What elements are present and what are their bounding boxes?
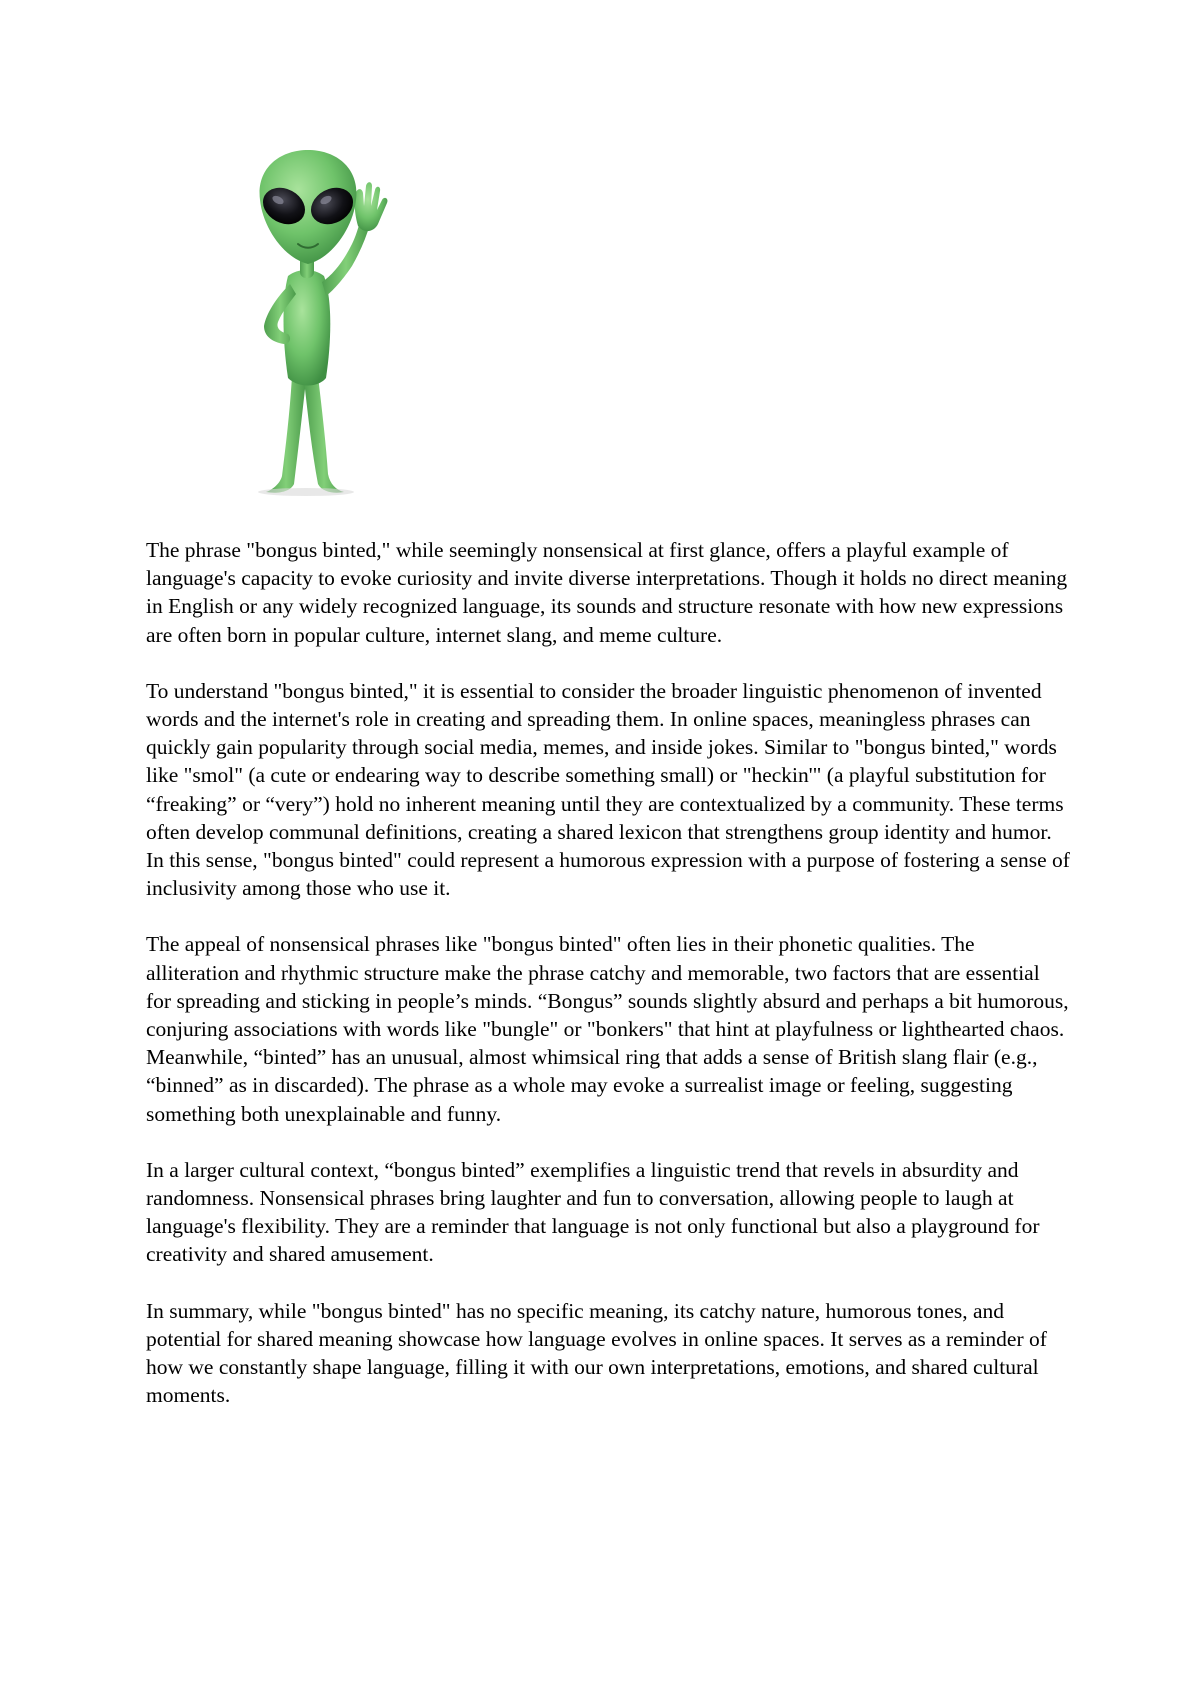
- paragraph-phonetic-appeal: The appeal of nonsensical phrases like "bongus binted" often lies in their phonetic qualities. The alliteration and rhythmic structure make the phrase catchy and memorable, two factors that are essential for spreading and sticking in people’s minds. “Bongus” sounds slightly absurd and perhaps a bit humorous, conjuring associations with words like "bungle" or "bonkers" that hint at playfulness or lighthearted chaos. Meanwhile, “binted” has an unusual, almost whimsical ring that adds a sense of British slang flair (e.g., “binned” as in discarded). The phrase as a whole may evoke a surrealist image or feeling, suggesting something both unexplainable and funny.: [146, 932, 1069, 1126]
- paragraph-intro: The phrase "bongus binted," while seemingly nonsensical at first glance, offers a playful example of language's capacity to evoke curiosity and invite diverse interpretations. Though it holds no direct meaning in English or any widely recognized language, its sounds and structure resonate with how new expressions are often born in popular culture, internet slang, and meme culture.: [146, 538, 1068, 647]
- paragraph-cultural-context: In a larger cultural context, “bongus binted” exemplifies a linguistic trend that revels in absurdity and randomness. Nonsensical phrases bring laughter and fun to conversation, allowing people to laugh at language's flexibility. They are a reminder that language is not only functional but also a playground for creativity and shared amusement.: [146, 1157, 1040, 1267]
- alien-figure-image: [232, 148, 392, 498]
- paragraph-summary: In summary, while "bongus binted" has no specific meaning, its catchy nature, humorous tones, and potential for shared meaning showcase how language evolves in online spaces. It serves as a reminder of how we constantly shape language, filling it with our own interpretations, emotions, and shared cultural moments.: [146, 1298, 1047, 1408]
- document-body: [146, 536, 1070, 1437]
- green-alien-icon: [232, 148, 392, 498]
- paragraph-invented-words: To understand "bongus binted," it is essential to consider the broader linguistic phenomenon of invented words and the internet's role in creating and spreading them. In online spaces, meaningless phrases can quickly gain popularity through social media, memes, and inside jokes. Similar to "bongus binted," words like "smol" (a cute or endearing way to describe something small) or "heckin'" (a playful substitution for “freaking” or “very”) hold no inherent meaning until they are contextualized by a community. These terms often develop communal definitions, creating a shared lexicon that strengthens group identity and humor. In this sense, "bongus binted" could represent a humorous expression with a purpose of fostering a sense of inclusivity among those who use it.: [146, 678, 1070, 901]
